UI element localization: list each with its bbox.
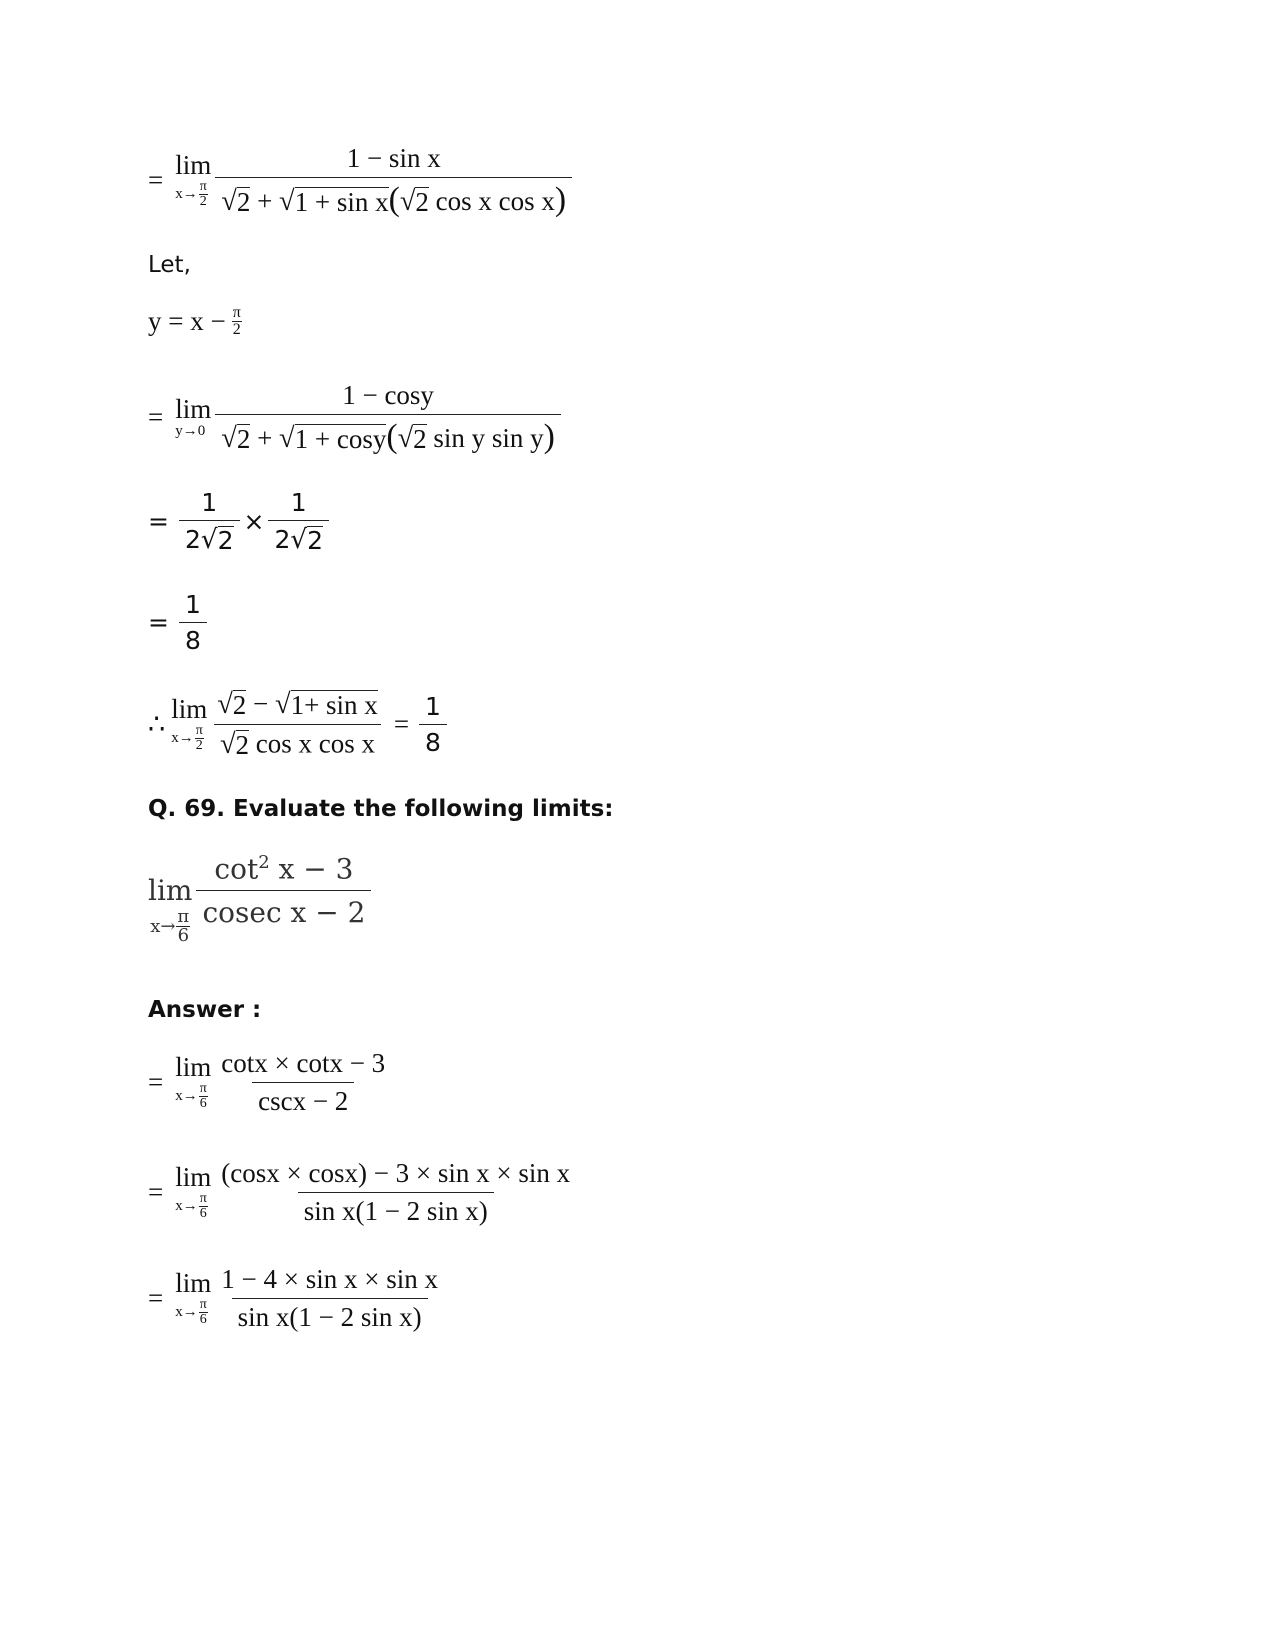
sqrt-arg: 2 — [236, 187, 251, 218]
limit-variable: x→ — [175, 1088, 198, 1104]
sub-denominator: 6 — [199, 1312, 207, 1327]
lim-label: lim — [171, 694, 208, 724]
denominator — [179, 520, 240, 553]
denominator — [268, 520, 329, 553]
limit-variable: x→ — [175, 1198, 198, 1214]
equals-sign: = — [148, 402, 164, 433]
sub-numerator: π — [199, 1297, 207, 1312]
numerator: 1 — [290, 488, 307, 517]
limit-target-fraction — [176, 908, 190, 945]
equals-sign: = — [148, 165, 164, 196]
fraction — [215, 1160, 576, 1225]
sub-numerator: π — [195, 723, 203, 738]
denominator-tail: sin y sin y — [433, 423, 544, 453]
sqrt-arg: 2 — [235, 730, 250, 760]
sqrt-arg: 2 — [236, 424, 251, 455]
fraction — [215, 1266, 444, 1331]
limit-operator — [175, 1270, 211, 1327]
denominator — [215, 177, 572, 217]
cot-label: cot — [214, 852, 259, 886]
sub-denominator: 2 — [195, 738, 203, 753]
sqrt: √ 2 — [399, 186, 429, 218]
sqrt-arg: 1 + sin x — [294, 187, 389, 218]
lim-label: lim — [148, 874, 193, 907]
sub-denominator: 2 — [199, 194, 207, 210]
numerator-tail: x − 3 — [278, 852, 354, 886]
lim-label: lim — [175, 1052, 212, 1082]
limit-operator — [171, 696, 207, 753]
sqrt: √ 2 — [221, 423, 251, 455]
limit-operator — [175, 396, 211, 439]
left-paren: ( — [386, 418, 398, 455]
limit-target-fraction — [195, 724, 204, 753]
denominator: 8 — [419, 724, 447, 755]
denominator: cscx − 2 — [252, 1082, 354, 1115]
limit-operator — [175, 1054, 211, 1111]
limit-target-fraction — [199, 1082, 208, 1111]
right-paren: ) — [543, 418, 555, 455]
limit-variable: x→ — [150, 916, 176, 937]
sub-denominator: 6 — [177, 925, 190, 946]
sqrt-arg: 2 — [415, 187, 429, 218]
sqrt: √ 2 — [217, 688, 247, 720]
times-sign: × — [243, 507, 265, 536]
answer-step-3 — [148, 1266, 448, 1331]
lim-label: lim — [175, 394, 212, 425]
right-paren: ) — [554, 181, 567, 218]
sub-numerator: π — [199, 1081, 207, 1096]
sqrt: √ 2 — [221, 186, 251, 218]
sub-denominator: 2 — [232, 321, 241, 338]
equals-sign: = — [148, 1067, 164, 1097]
equation-step-1 — [148, 145, 576, 217]
denominator: sin x(1 − 2 sin x) — [232, 1298, 428, 1331]
denominator — [215, 414, 561, 454]
limit-variable: x→ — [175, 1304, 198, 1320]
sub-numerator: π — [177, 906, 190, 927]
result-fraction — [419, 694, 447, 755]
limit-variable: x→ — [171, 730, 194, 746]
numerator: (cosx × cosx) − 3 × sin x × sin x — [221, 1158, 571, 1188]
equation-conclusion — [148, 690, 451, 759]
denominator: 8 — [179, 622, 207, 653]
sub-numerator: π — [199, 1191, 207, 1206]
numerator — [208, 852, 359, 890]
sub-numerator: π — [232, 304, 241, 321]
limit-operator — [148, 852, 192, 945]
question-expression — [148, 852, 375, 945]
limit-subscript — [175, 1298, 208, 1327]
denominator: cosec x − 2 — [196, 890, 371, 929]
answer-label: Answer : — [148, 997, 262, 1023]
sub-denominator: 6 — [199, 1096, 207, 1111]
denominator-tail: cos x cos x — [255, 728, 376, 759]
limit-subscript — [175, 1082, 208, 1111]
limit-operator — [175, 1164, 211, 1221]
plus-sign: + — [257, 186, 273, 216]
denominator — [214, 724, 381, 759]
limit-subscript — [175, 180, 208, 209]
fraction — [215, 1050, 391, 1115]
coefficient: 2 — [274, 524, 291, 554]
sqrt-arg: 2 — [413, 424, 427, 455]
pi-over-two — [232, 305, 242, 338]
numerator: 1 — [425, 692, 441, 721]
question-heading: Q. 69. Evaluate the following limits: — [148, 796, 614, 822]
lim-label: lim — [175, 1268, 212, 1298]
equation-step-4 — [148, 592, 211, 653]
limit-variable: x→ — [175, 186, 198, 203]
limit-subscript — [171, 724, 204, 753]
numerator: 1 — [201, 488, 218, 517]
numerator: 1 − 4 × sin x × sin x — [221, 1264, 438, 1294]
fraction — [211, 690, 384, 759]
sqrt: √ 1 + cosy — [279, 423, 387, 455]
numerator: cotx × cotx − 3 — [221, 1048, 386, 1078]
equals-sign: = — [393, 709, 410, 739]
numerator: 1 − sin x — [346, 143, 441, 173]
fraction — [215, 145, 572, 217]
limit-subscript — [150, 908, 190, 945]
lim-label: lim — [175, 150, 212, 181]
sub-denominator: 6 — [199, 1206, 207, 1221]
sqrt: √ 2 — [290, 524, 323, 555]
sqrt-arg: 1+ sin x — [290, 690, 378, 720]
limit-operator — [175, 152, 211, 209]
equation-step-2 — [148, 382, 565, 454]
let-label: Let, — [148, 252, 191, 278]
equals-sign: = — [148, 1283, 164, 1313]
limit-target-fraction — [199, 180, 208, 209]
answer-step-2 — [148, 1160, 580, 1225]
answer-step-1 — [148, 1050, 395, 1115]
limit-subscript: y→0 — [175, 423, 206, 440]
fraction — [196, 852, 371, 929]
denominator: sin x(1 − 2 sin x) — [298, 1192, 494, 1225]
plus-sign: + — [257, 423, 273, 453]
limit-target-fraction — [199, 1298, 208, 1327]
sqrt: √ 2 — [397, 423, 427, 455]
substitution-equation — [148, 305, 242, 338]
fraction — [268, 490, 329, 553]
fraction — [179, 592, 207, 653]
equation-step-3 — [148, 490, 333, 553]
sqrt-arg: 1 + cosy — [294, 424, 387, 455]
equals-sign: = — [148, 1177, 164, 1207]
therefore-sign: ∴ — [148, 709, 166, 739]
fraction — [179, 490, 240, 553]
limit-subscript — [175, 1192, 208, 1221]
numerator: 1 − cosy — [342, 380, 434, 410]
left-paren: ( — [388, 181, 400, 218]
sqrt-arg: 2 — [232, 690, 247, 720]
sqrt: √ 1+ sin x — [275, 688, 378, 720]
sqrt: √ 1 + sin x — [279, 186, 389, 218]
fraction — [215, 382, 561, 454]
equals-sign: = — [148, 608, 169, 637]
sqrt: √ 2 — [219, 728, 250, 760]
minus-sign: − — [253, 688, 269, 719]
equals-sign: = — [148, 507, 169, 536]
limit-target-fraction — [199, 1192, 208, 1221]
denominator-tail: cos x cos x — [435, 186, 555, 216]
exponent: 2 — [258, 852, 270, 873]
sqrt: √ 2 — [200, 524, 234, 555]
sqrt-arg: 2 — [217, 526, 234, 555]
lim-label: lim — [175, 1162, 212, 1192]
coefficient: 2 — [184, 524, 201, 554]
numerator — [211, 690, 384, 724]
sqrt-arg: 2 — [307, 526, 323, 555]
substitution-lhs: y = x − — [148, 306, 226, 336]
numerator: 1 — [184, 590, 201, 619]
sub-numerator: π — [199, 179, 207, 195]
